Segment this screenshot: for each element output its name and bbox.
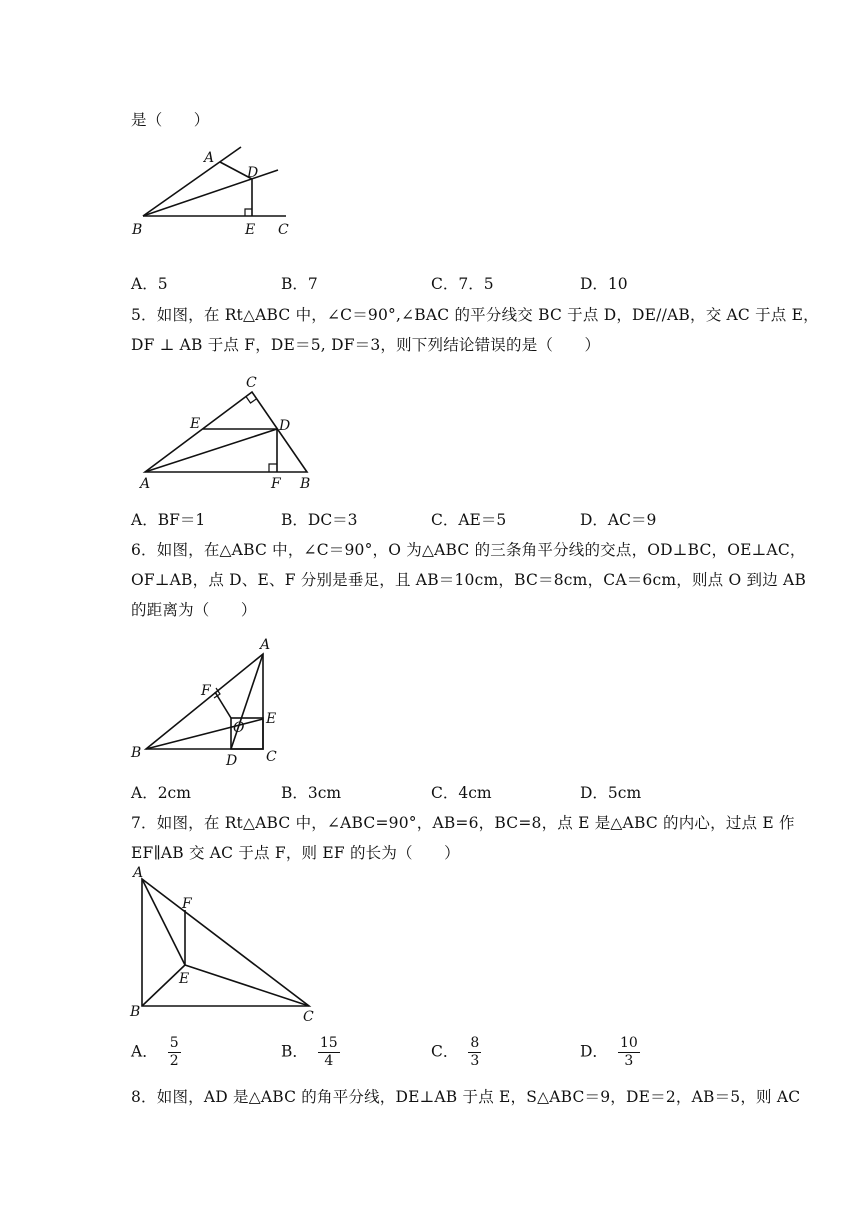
denominator: 4 [324,1053,334,1069]
q7-label-c: C [303,1009,314,1024]
q6-label-d: D [226,753,238,769]
q6-label-c: C [266,749,277,765]
q7-option-d [580,1035,640,1070]
q7-option-a-prefix: A． [131,1042,158,1061]
q6-label-e: E [266,711,277,727]
q5-label-f: F [271,476,281,492]
q5-label-e: E [190,416,201,432]
q6-label-a: A [260,637,271,653]
q5-figure [135,372,320,494]
q6-text-line2: OF⊥AB，点 D、E、F 分别是垂足，且 AB＝10cm，BC＝8cm，CA＝6cm，则点 O 到边 AB [131,571,807,589]
q7-label-a: A [133,865,144,881]
q7-option-a [131,1035,181,1070]
q7-option-b-prefix: B． [281,1042,308,1061]
q6-text-line3: 的距离为（ ） [131,601,257,619]
q4-label-c: C [278,222,289,238]
q4-label-d: D [247,165,259,181]
q5-option-c: C．AE＝5 [431,511,507,529]
q5-label-d: D [279,418,291,434]
q8-text-line1: 8．如图，AD 是△ABC 的角平分线，DE⊥AB 于点 E，S△ABC＝9，DE＝2，AB＝5，则 AC [131,1088,801,1106]
q6-option-d: D．5cm [580,784,642,802]
q5-text-line2: DF ⊥ AB 于点 F，DE＝5, DF＝3，则下列结论错误的是（ ） [131,336,601,354]
q6-option-a: A．2cm [131,784,191,802]
q4-figure [128,142,308,242]
denominator: 2 [169,1053,179,1069]
numerator: 8 [470,1035,480,1051]
q5-option-b: B．DC＝3 [281,511,358,529]
q4-label-a: A [204,150,215,166]
q4-option-b: B．7 [281,275,318,293]
q4-option-d: D．10 [580,275,628,293]
q7-option-d-prefix: D． [580,1042,608,1061]
q7-option-c-fraction [468,1035,481,1070]
q4-option-a: A．5 [131,275,168,293]
denominator: 3 [624,1053,634,1069]
q7-option-c-prefix: C． [431,1042,459,1061]
numerator: 10 [619,1035,638,1051]
q7-label-b: B [130,1004,141,1020]
q4-option-c: C．7．5 [431,275,494,293]
q4-tail-text: 是（ ） [131,111,210,129]
q4-label-e: E [245,222,256,238]
q7-option-c [431,1035,481,1070]
numerator: 5 [169,1035,179,1051]
q6-label-o: O [233,720,245,736]
q7-option-b-fraction [318,1035,340,1070]
q5-option-d: D．AC＝9 [580,511,657,529]
q6-option-c: C．4cm [431,784,492,802]
numerator: 15 [319,1035,338,1051]
q6-label-f: F [201,683,211,699]
q6-option-b: B．3cm [281,784,342,802]
q7-label-f: F [182,896,192,912]
q5-text-line1: 5．如图，在 Rt△ABC 中，∠C＝90°,∠BAC 的平分线交 BC 于点 D，DE//AB，交 AC 于点 E， [131,306,819,324]
q4-label-b: B [132,222,143,238]
q5-label-a: A [140,476,151,492]
q6-figure [128,632,288,770]
q7-figure [128,864,328,1024]
q7-text-line2: EF∥AB 交 AC 于点 F，则 EF 的长为（ ） [131,844,460,862]
q7-option-d-fraction [618,1035,640,1070]
q7-text-line1: 7．如图，在 Rt△ABC 中，∠ABC=90°，AB=6，BC=8，点 E 是△ABC 的内心，过点 E 作 [131,814,795,832]
q5-label-c: C [246,375,257,391]
q5-option-a: A．BF＝1 [131,511,206,529]
q6-text-line1: 6．如图，在△ABC 中，∠C＝90°，O 为△ABC 的三条角平分线的交点，OD⊥BC，OE⊥AC， [131,541,806,559]
q7-option-a-fraction [168,1035,181,1070]
q7-label-e: E [179,971,190,987]
q6-label-b: B [131,745,142,761]
q5-label-b: B [300,476,311,492]
q7-option-b [281,1035,340,1070]
denominator: 3 [470,1053,480,1069]
